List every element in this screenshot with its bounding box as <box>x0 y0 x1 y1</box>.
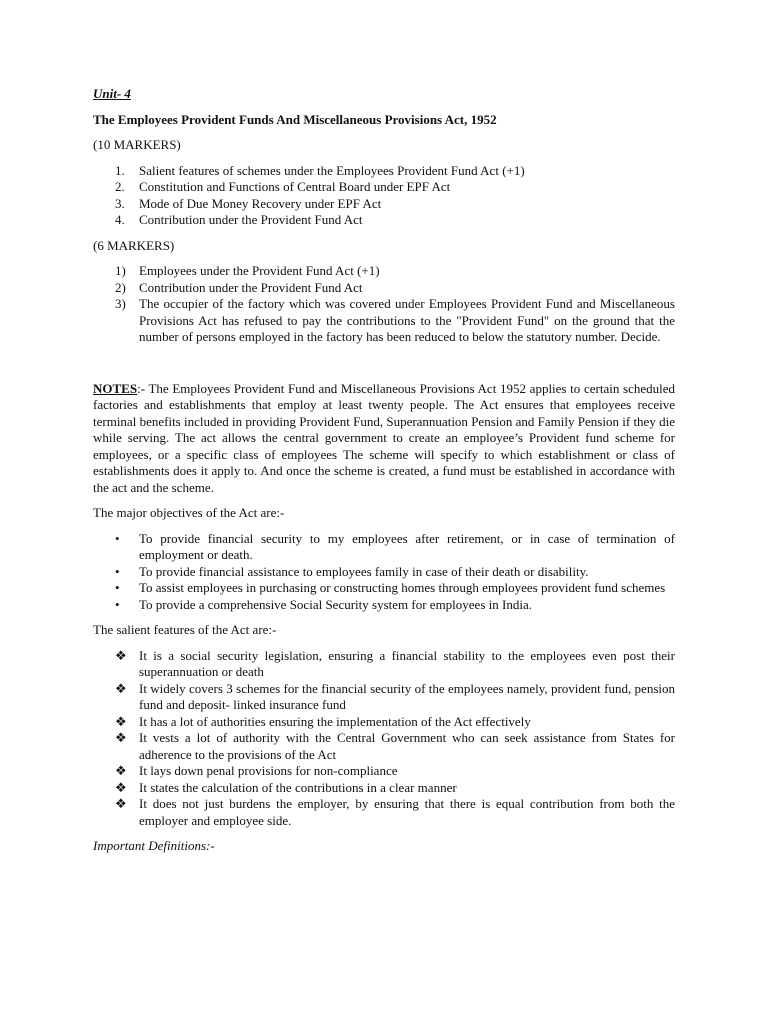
list-item <box>93 763 675 780</box>
ten-markers-list <box>93 163 675 229</box>
notes-paragraph <box>93 381 675 497</box>
item-text: It vests a lot of authority with the Central Government who can seek assistance from States for adherence to the provisions of the Act <box>139 730 675 762</box>
list-item <box>93 212 675 229</box>
item-text: It widely covers 3 schemes for the financial security of the employees namely, provident fund, pension fund and deposit- linked insurance fund <box>139 680 675 712</box>
bullet-icon: • <box>115 563 120 579</box>
list-item <box>93 681 675 714</box>
list-item <box>93 580 675 597</box>
item-number: 2) <box>115 279 126 295</box>
list-item <box>93 296 675 346</box>
features-list <box>93 648 675 830</box>
item-number: 4. <box>115 212 125 227</box>
diamond-bullet-icon: ❖ <box>115 779 127 795</box>
six-markers-heading: (6 MARKERS) <box>93 237 175 253</box>
list-item <box>93 796 675 829</box>
list-item <box>93 597 675 614</box>
item-text: It is a social security legislation, ensuring a financial stability to the employees even post their superannuation or death <box>139 647 675 679</box>
bullet-icon: • <box>115 596 120 612</box>
item-text: The occupier of the factory which was covered under Employees Provident Fund and Miscellaneous Provisions Act has refused to pay the contributions to the "Provident Fund" on the ground that the number of persons employed in the factory has been reduced to below the statutory number. Decide. <box>139 296 675 344</box>
objectives-intro: The major objectives of the Act are:- <box>93 505 285 520</box>
item-text: It lays down penal provisions for non-compliance <box>139 763 398 778</box>
item-text: Salient features of schemes under the Employees Provident Fund Act (+1) <box>139 162 525 178</box>
bullet-icon: • <box>115 580 120 595</box>
diamond-bullet-icon: ❖ <box>115 680 127 696</box>
features-intro: The salient features of the Act are:- <box>93 622 277 637</box>
item-number: 3) <box>115 296 126 311</box>
item-text: Contribution under the Provident Fund Act <box>139 279 363 295</box>
notes-label: NOTES <box>93 380 138 396</box>
definitions-heading: Important Definitions:- <box>93 838 215 853</box>
diamond-bullet-icon: ❖ <box>115 713 127 729</box>
item-number: 3. <box>115 195 125 211</box>
item-text: Mode of Due Money Recovery under EPF Act <box>139 195 382 211</box>
document-title: The Employees Provident Funds And Miscellaneous Provisions Act, 1952 <box>93 111 497 127</box>
list-item <box>93 780 675 797</box>
list-item <box>93 648 675 681</box>
document-page <box>93 86 675 855</box>
notes-text: :- The Employees Provident Fund and Miscellaneous Provisions Act 1952 applies to certain scheduled factories and establishments that employ at least twenty people. The Act ensures that employees receive terminal benefits included in providing Provident Fund, Superannuation Pension and Family Pension if they die while serving. The act allows the central government to create an employee’s Provident fund scheme for employees, or a specific class of employees The scheme will specify to which establishment or class of establishments does it apply to. And once the scheme is created, a fund must be established in accordance with the act and the scheme. <box>93 380 675 495</box>
six-markers-list <box>93 263 675 346</box>
item-text: It has a lot of authorities ensuring the implementation of the Act effectively <box>139 713 531 729</box>
unit-heading: Unit- 4 <box>93 86 131 101</box>
item-text: It does not just burdens the employer, by ensuring that there is equal contribution from both the employer and employee side. <box>139 796 675 828</box>
item-text: Constitution and Functions of Central Board under EPF Act <box>139 179 451 194</box>
item-text: Contribution under the Provident Fund Act <box>139 212 363 227</box>
diamond-bullet-icon: ❖ <box>115 763 127 778</box>
diamond-bullet-icon: ❖ <box>115 730 127 745</box>
item-number: 2. <box>115 179 125 194</box>
list-item <box>93 730 675 763</box>
list-item <box>93 179 675 196</box>
list-item <box>93 163 675 180</box>
item-text: To provide financial assistance to employees family in case of their death or disability. <box>139 563 589 579</box>
list-item <box>93 280 675 297</box>
item-text: To provide financial security to my employees after retirement, or in case of termination of employment or death. <box>139 530 675 562</box>
list-item <box>93 196 675 213</box>
diamond-bullet-icon: ❖ <box>115 647 127 663</box>
item-number: 1. <box>115 162 125 178</box>
list-item <box>93 564 675 581</box>
item-text: To assist employees in purchasing or constructing homes through employees provident fund schemes <box>139 580 666 595</box>
list-item <box>93 531 675 564</box>
diamond-bullet-icon: ❖ <box>115 796 127 811</box>
item-text: To provide a comprehensive Social Security system for employees in India. <box>139 596 532 612</box>
list-item <box>93 263 675 280</box>
item-text: Employees under the Provident Fund Act (+1) <box>139 263 380 278</box>
objectives-list <box>93 531 675 614</box>
bullet-icon: • <box>115 530 120 546</box>
ten-markers-heading: (10 MARKERS) <box>93 137 181 152</box>
list-item <box>93 714 675 731</box>
item-number: 1) <box>115 263 126 278</box>
item-text: It states the calculation of the contributions in a clear manner <box>139 779 457 795</box>
